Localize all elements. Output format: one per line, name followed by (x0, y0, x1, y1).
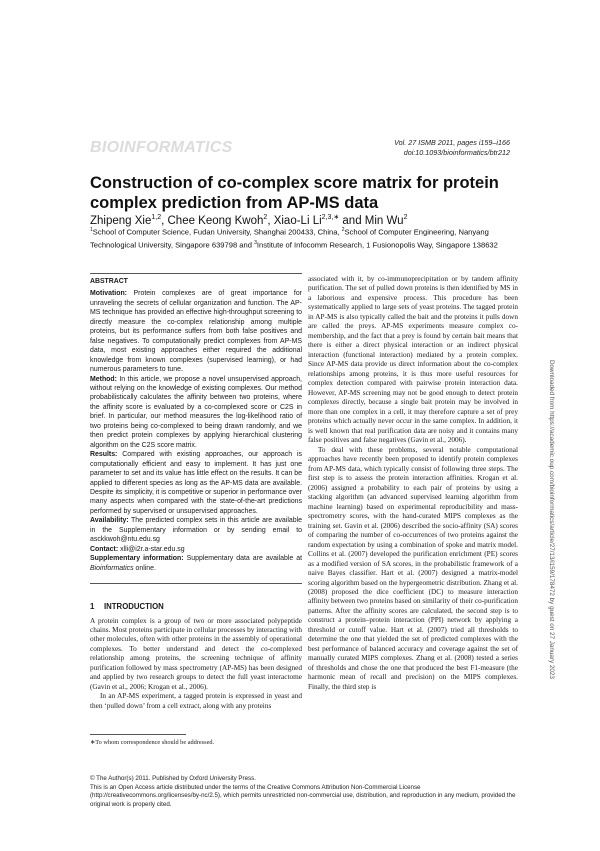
left-column (90, 277, 302, 711)
contact-email[interactable]: xlli@i2r.a-star.edu.sg (120, 545, 185, 553)
supplementary-text-end: online. (133, 564, 156, 572)
motivation-text: Protein complexes are of great importance for unraveling the secrets of cellular organization and function. The AP-MS technique has provided an effective high-throughput screening to directly measure the co-complex relationship among multiple proteins, but its performance suffers from both false positives and false negatives. To computationally predict complexes from AP-MS data, most existing approaches either required the additional knowledge from known complexes (supervised learning), or had numerous parameters to tune. (90, 290, 302, 374)
abstract-contact (90, 545, 302, 554)
copyright-line: © The Author(s) 2011. Published by Oxford University Press. (90, 775, 256, 782)
affiliation-1: School of Computer Science, Fudan University, Shanghai 200433, China, (92, 227, 342, 237)
correspondence-footnote: ∗To whom correspondence should be addressed. (90, 739, 215, 746)
author-name: Min Wu (364, 214, 404, 227)
doi: doi:10.1093/bioinformatics/btr212 (403, 148, 510, 157)
section-spacer (90, 584, 302, 602)
author-separator: , (161, 214, 168, 227)
intro-paragraph-2: In an AP-MS experiment, a tagged protein is expressed in yeast and then ‘pulled down’ from a cell extract, along with any proteins (90, 692, 302, 710)
volume-pages: Vol. 27 ISMB 2011, pages i159–i166 (394, 138, 510, 147)
author-separator: , (267, 214, 274, 227)
journal-citation (394, 138, 510, 158)
author-affiliation-mark: 1,2 (151, 214, 162, 221)
availability-label: Availability: (90, 517, 129, 525)
abstract-supplementary (90, 554, 302, 573)
abstract-heading: ABSTRACT (90, 278, 128, 285)
body-paragraph: To deal with these problems, several notable computational approaches have recently been proposed to identify protein complexes from AP-MS data, which typically consist of following three steps. The first step is to assess the protein interaction affinities. Krogan et al. (2006) assigned a probability to each pair of proteins by using a stacking algorithm (an advanced supervised learning algorithm from machine learning) based on experimental reproducibility and mass-spectrometry scores, with the hand-curated MIPS complexes as the training set. Gavin et al. (2006) described the socio-affinity (SA) scores of comparing the number of co-occurrences of two proteins against the random expectation by using a combination of spoke and matrix model. Collins et al. (2007) developed the purification enrichment (PE) scores as a modified version of SA scores, in the probabilistic framework of a naive Bayes classifier. Hart et al. (2007) designed a matrix-model scoring algorithm based on the hypergeometric distribution. Zhang et al. (2008) proposed the dice coefficient (DC) to measure interaction affinity between two proteins based on similarity of their co-purification patterns. After the affinity scores are calculated, the second step is to construct a protein–protein interaction (PPI) network by applying a threshold or cutoff value. Hart et al. (2007) tried all thresholds to determine the one that yielded the set of predicted complexes with the best performance of balanced accuracy and coverage against the set of manually curated MIPS complexes. Zhang et al. (2008) tested a series of thresholds and chose the one that produced the best F1-measure (the harmonic mean of recall and precision) on the MIPS complexes. Finally, the third step is (308, 445, 518, 691)
author-name: Xiao-Li Li (273, 214, 322, 227)
author-affiliation-mark: 2 (403, 214, 408, 221)
license-notice (90, 775, 530, 809)
method-label: Method: (90, 375, 117, 383)
abstract-method (90, 375, 302, 451)
method-text: In this article, we propose a novel unsupervised approach, without relying on the knowledge of existing complexes. Our method probabilistically calculates the affinity between two proteins, where the affinity score is evaluated by a co-complexed score or C2S in brief. In particular, our method measures the log-likelihood ratio of two proteins being co-complexed to being drawn randomly, and we then predict protein complexes by applying hierarchical clustering algorithm on the C2S score matrix. (90, 375, 302, 449)
motivation-label: Motivation: (90, 290, 127, 298)
author-name: Chee Keong Kwoh (167, 214, 264, 227)
availability-text: The predicted complex sets in this article are available in the Supplementary information or by sending email to asckkwoh@ntu.edu.sg (90, 517, 302, 544)
abstract-results (90, 450, 302, 516)
section-heading-introduction (90, 602, 302, 611)
affiliation-mark: 2 (341, 227, 345, 233)
download-notice-text[interactable]: Downloaded from https://academic.oup.com/bioinformatics/article/27/13/i159/178472 by guest on 27 January 2023 (548, 360, 555, 679)
abstract-divider-space (90, 573, 302, 583)
affiliation-2: School of Computer Engineering, Nanyang Technological University, Singapore 639798 and (90, 227, 489, 250)
section-title: INTRODUCTION (104, 602, 164, 612)
author-name: Zhipeng Xie (90, 214, 152, 227)
author-affiliation-mark: 2 (263, 214, 268, 221)
affiliations (90, 225, 530, 250)
author-affiliation-mark: 2,3,∗ (321, 214, 340, 221)
intro-paragraph-1: A protein complex is a group of two or more associated polypeptide chains. Most proteins participate in cellular processes by interacting with other molecules, often with other proteins in the assembly of operational complexes. To better understand and detect the co-complexed relationship among proteins, the screening technique of affinity purification followed by mass spectrometry (AP-MS) has been designed and applied by two research groups to detect the full yeast interactome (Gavin et al., 2006; Krogan et al., 2006). (90, 616, 302, 691)
results-label: Results: (90, 451, 118, 459)
supplementary-text: Supplementary data are available at (186, 555, 302, 563)
affiliation-mark: 3 (254, 239, 257, 246)
abstract-availability (90, 516, 302, 544)
abstract-top-rule (90, 273, 302, 274)
section-number: 1 (90, 602, 95, 612)
affiliation-3: Institute of Infocomm Research, 1 Fusionopolis Way, Singapore 138632 (256, 240, 498, 250)
footnote-rule (90, 734, 186, 735)
affiliation-mark: 1 (90, 227, 93, 233)
supplementary-journal: Bioinformatics (90, 564, 134, 572)
abstract-motivation (90, 289, 302, 374)
journal-brand: BIOINFORMATICS (90, 139, 233, 156)
supplementary-label: Supplementary information: (90, 555, 184, 563)
contact-label: Contact: (90, 545, 119, 553)
article-title: Construction of co-complex score matrix for protein complex prediction from AP-MS data (90, 174, 499, 212)
license-text: This is an Open Access article distributed under the terms of the Creative Commons Attribution Non-Commercial License (http://creativecommons.org/licenses/by-nc/2.5), which permits unrestricted non-commercial use, distribution, and reproduction in any medium, provided the original work is properly cited. (90, 783, 516, 808)
right-column (308, 275, 518, 692)
body-paragraph: associated with it, by co-immunoprecipitation or by tandem affinity purification. The set of pulled down proteins is then identified by MS in a laborious and expensive process. This procedure has been systematically applied to large sets of yeast proteins. The tagged protein in AP-MS is also typically called the bait and the proteins it pulls down are called the preys. AP-MS experiments measure complex co-membership, and the fact that a prey is found by certain bait means that there is either a direct physical interaction or an indirect physical interaction (functional interaction) mediated by a protein complex. Since AP-MS data provide us direct information about the co-complex relationships among proteins, it is thus more useful resources for complex detection compared with pairwise protein interaction data. However, AP-MS screening may not be good enough to detect protein complexes directly, because a single bait protein may be involved in more than one complex in a cell, it may therefore capture a set of prey proteins which actually never occur in the same complex. In addition, it is well known that real purification data are noisy and it contains many false positives and false negatives (Gavin et al., 2006). (308, 275, 518, 445)
results-text: Compared with existing approaches, our approach is computationally efficient and easy to implement. It has just one parameter to set and its value has little effect on the results. It can be applied to different species as long as the AP-MS data are available. Despite its simplicity, it is competitive or superior in performance over many aspects when compared with the state-of-the-art predictions performed by supervised or unsupervised approaches. (90, 451, 302, 515)
author-separator: and (339, 214, 365, 227)
